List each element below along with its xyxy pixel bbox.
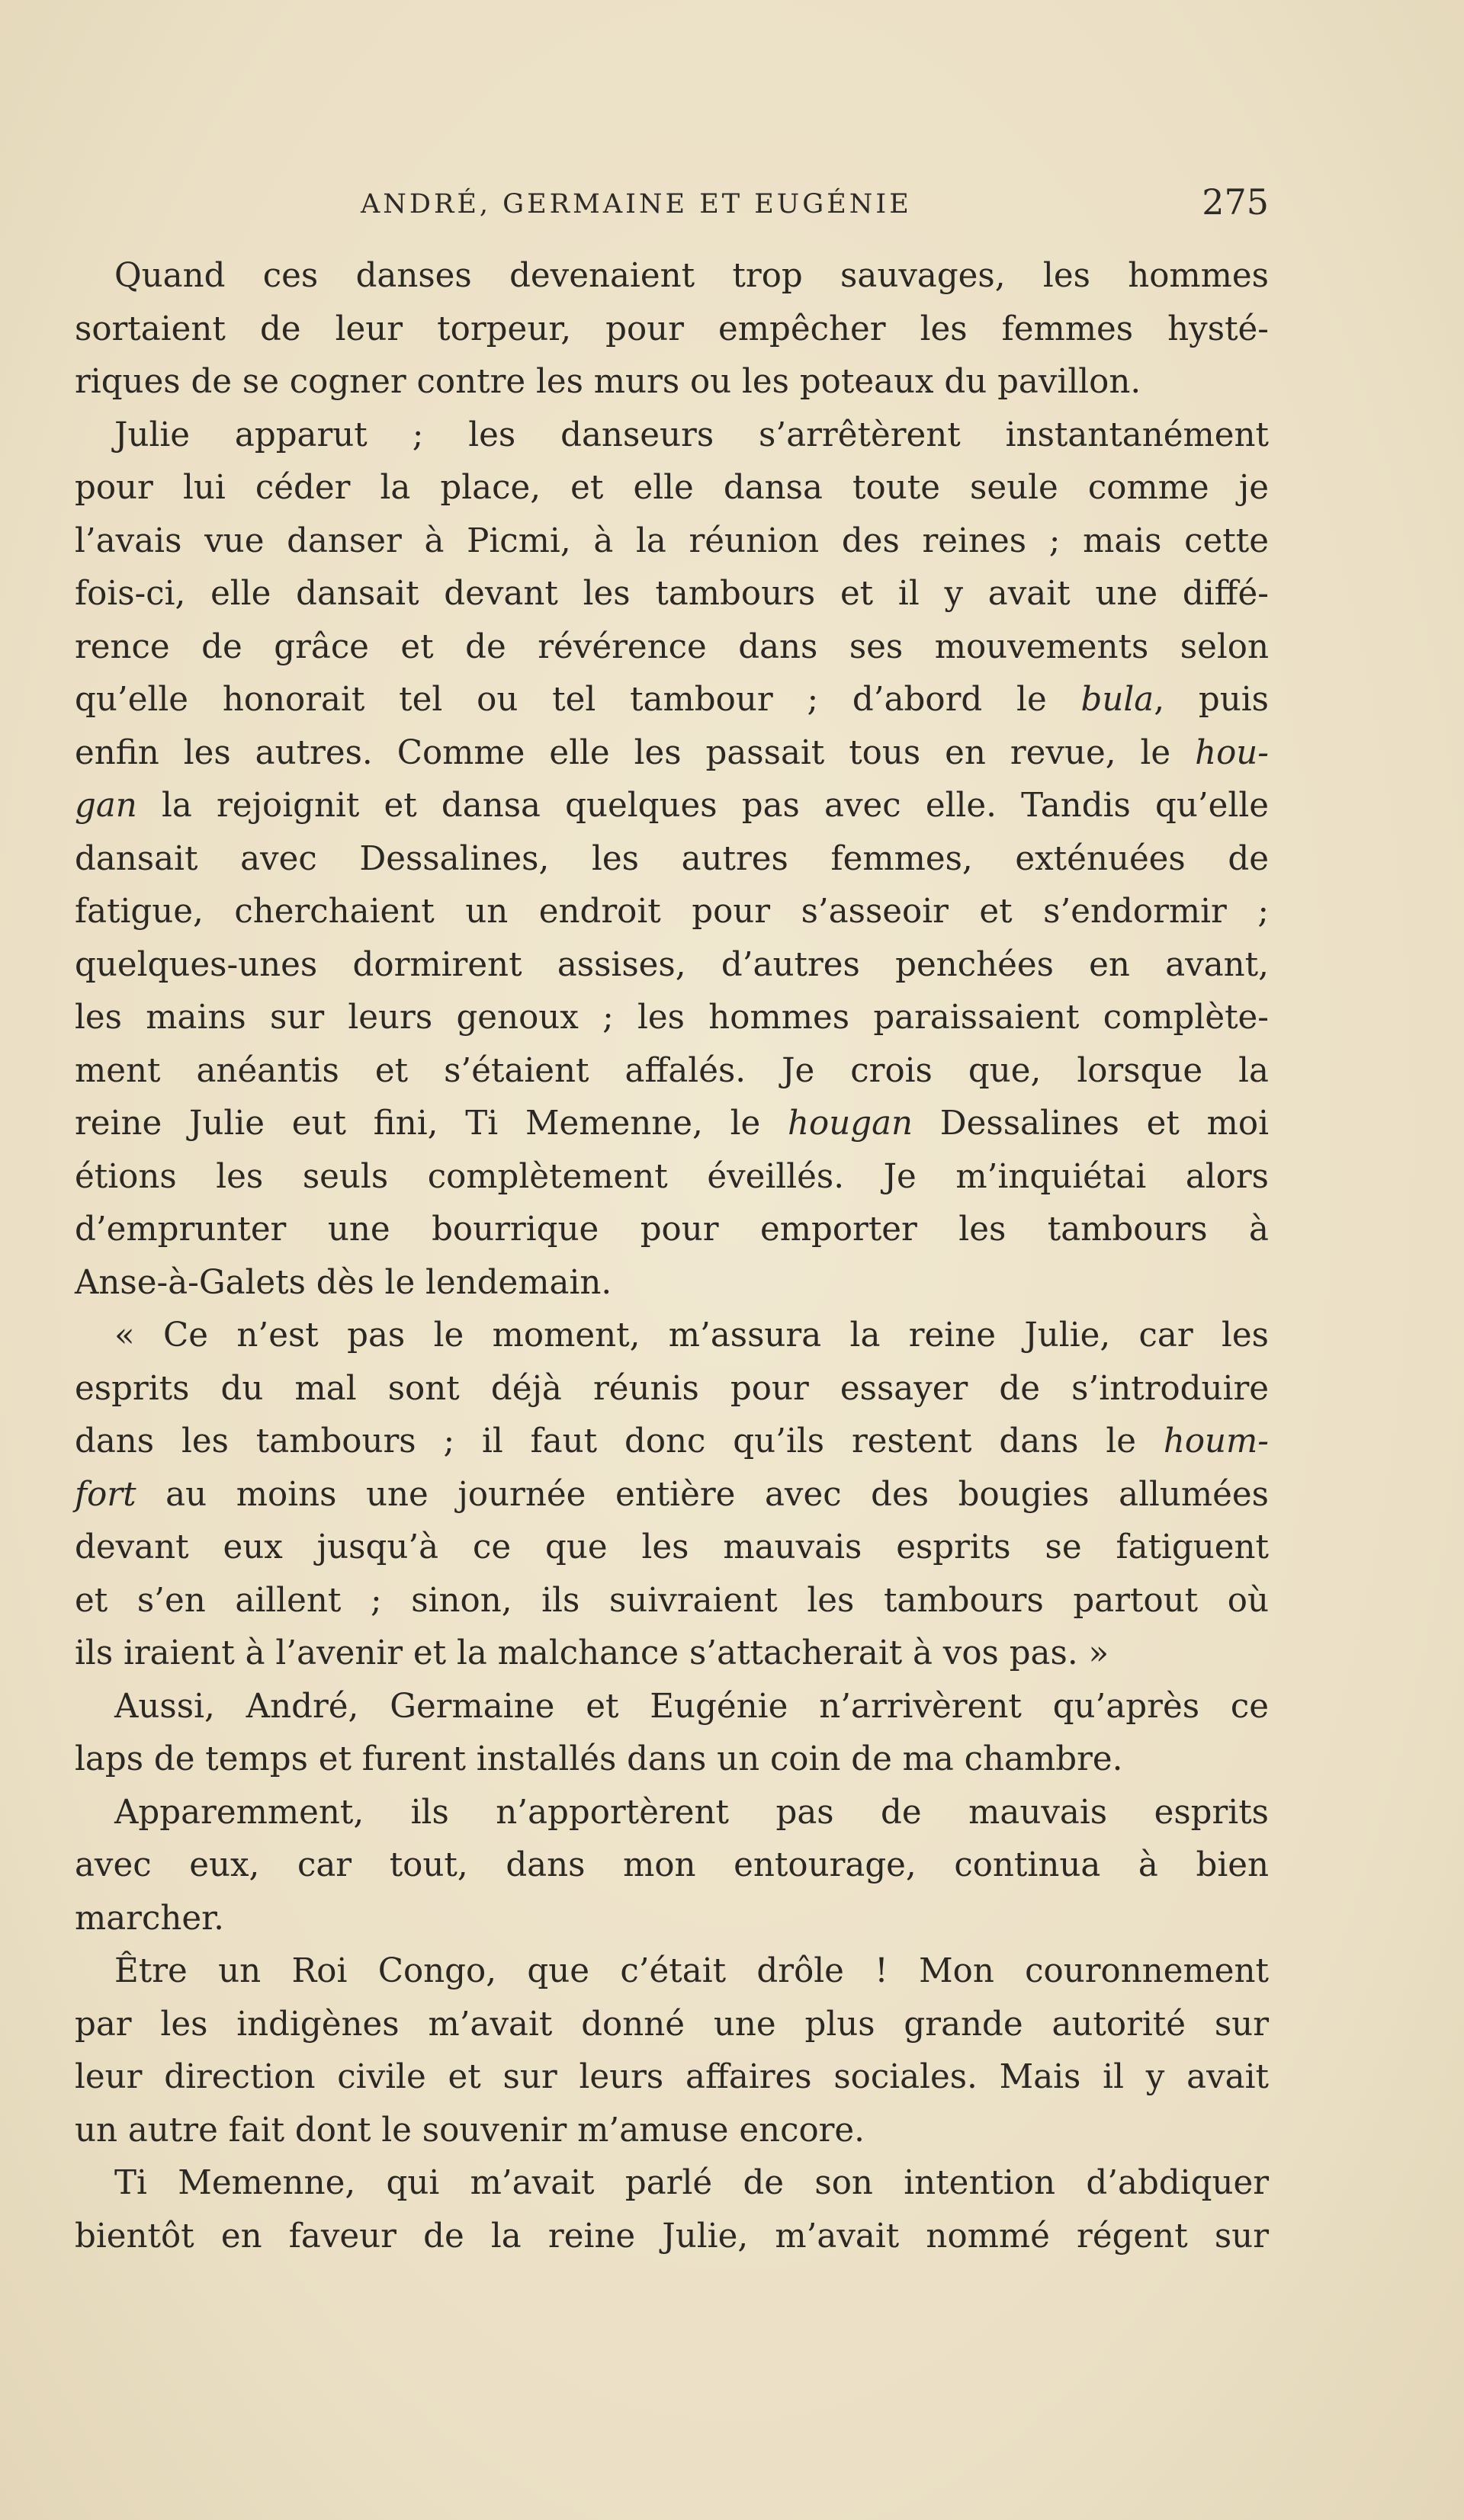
text-line: rence de grâce et de révérence dans ses mouvements selon (75, 627, 1269, 666)
text-line: dansait avec Dessalines, les autres femmes, exténuées de (75, 839, 1269, 878)
text-line: Apparemment, ils n’apportèrent pas de mauvais esprits (114, 1793, 1269, 1832)
italic-term: fort (75, 1475, 136, 1514)
text-line: avec eux, car tout, dans mon entourage, continua à bien (75, 1846, 1269, 1884)
text-line: Quand ces danses devenaient trop sauvages, les hommes (114, 257, 1269, 295)
text-line: quelques-unes dormirent assises, d’autres penchées en avant, (75, 945, 1269, 984)
italic-term: bula (1080, 681, 1154, 719)
page-number: 275 (1202, 181, 1269, 223)
text-line: d’emprunter une bourrique pour emporter les tambours à (75, 1210, 1269, 1249)
text-line: par les indigènes m’avait donné une plus grande autorité sur (75, 2005, 1269, 2044)
text-line: et s’en aillent ; sinon, ils suivraient les tambours partout où (75, 1581, 1269, 1620)
text-line: sortaient de leur torpeur, pour empêcher les femmes hysté- (75, 309, 1269, 348)
text-line: Julie apparut ; les danseurs s’arrêtèrent instantanément (114, 415, 1269, 454)
italic-term: hou- (1195, 733, 1269, 772)
body-text (75, 250, 1269, 2263)
text-line: pour lui céder la place, et elle dansa toute seule comme je (75, 469, 1269, 507)
text-line: ment anéantis et s’étaient affalés. Je crois que, lorsque la (75, 1051, 1269, 1090)
text-line: fort au moins une journée entière avec des bougies allumées (75, 1475, 1269, 1514)
italic-term: hougan (788, 1105, 913, 1143)
running-head: ANDRÉ, GERMAINE ET EUGÉNIE (361, 189, 912, 220)
text-line: reine Julie eut fini, Ti Memenne, le hougan Dessalines et moi (75, 1105, 1269, 1143)
text-line: enfin les autres. Comme elle les passait tous en revue, le hou- (75, 733, 1269, 772)
text-line: dans les tambours ; il faut donc qu’ils restent dans le houm- (75, 1422, 1269, 1460)
text-line: leur direction civile et sur leurs affaires sociales. Mais il y avait (75, 2058, 1269, 2096)
text-line: Aussi, André, Germaine et Eugénie n’arrivèrent qu’après ce (114, 1687, 1269, 1726)
text-line: bientôt en faveur de la reine Julie, m’avait nommé régent sur (75, 2217, 1269, 2255)
text-line: laps de temps et furent installés dans un coin de ma chambre. (75, 1740, 1123, 1778)
text-line: fois-ci, elle dansait devant les tambours et il y avait une diffé- (75, 575, 1269, 613)
text-line: ils iraient à l’avenir et la malchance s’attacherait à vos pas. » (75, 1634, 1109, 1672)
text-line: riques de se cogner contre les murs ou les poteaux du pavillon. (75, 363, 1141, 401)
text-line: « Ce n’est pas le moment, m’assura la reine Julie, car les (114, 1316, 1269, 1355)
text-line: qu’elle honorait tel ou tel tambour ; d’abord le bula, puis (75, 681, 1269, 719)
text-line: étions les seuls complètement éveillés. Je m’inquiétai alors (75, 1157, 1269, 1196)
text-line: les mains sur leurs genoux ; les hommes paraissaient complète- (75, 999, 1269, 1037)
text-line: fatigue, cherchaient un endroit pour s’asseoir et s’endormir ; (75, 893, 1269, 931)
text-line: marcher. (75, 1899, 224, 1938)
page-header (75, 181, 1269, 235)
text-line: Être un Roi Congo, que c’était drôle ! Mon couronnement (114, 1952, 1269, 1990)
text-line: un autre fait dont le souvenir m’amuse encore. (75, 2111, 865, 2150)
text-line: gan la rejoignit et dansa quelques pas avec elle. Tandis qu’elle (75, 787, 1269, 825)
text-line: Ti Memenne, qui m’avait parlé de son intention d’abdiquer (114, 2164, 1269, 2202)
italic-term: gan (75, 787, 137, 825)
text-line: esprits du mal sont déjà réunis pour essayer de s’introduire (75, 1369, 1269, 1408)
text-line: l’avais vue danser à Picmi, à la réunion des reines ; mais cette (75, 521, 1269, 560)
italic-term: houm- (1163, 1422, 1269, 1460)
text-line: devant eux jusqu’à ce que les mauvais esprits se fatiguent (75, 1528, 1269, 1566)
text-line: Anse-à-Galets dès le lendemain. (75, 1263, 612, 1302)
